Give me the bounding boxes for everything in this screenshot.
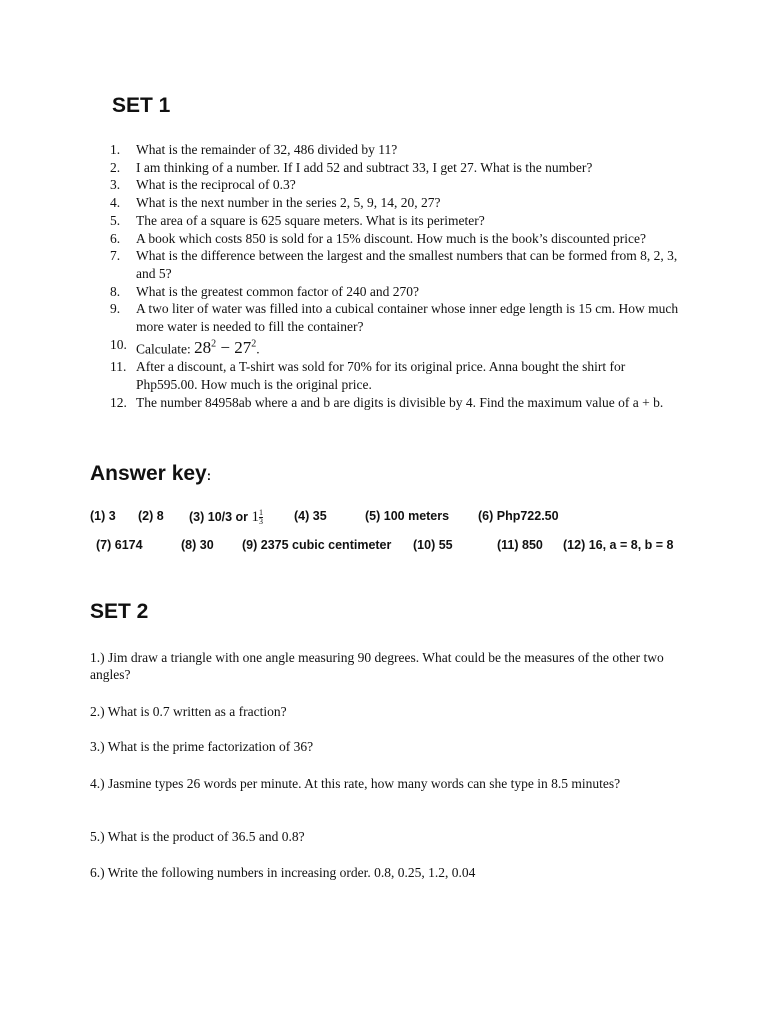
answer-item: (10) 55 — [413, 538, 453, 552]
fraction-denominator: 3 — [259, 517, 264, 526]
question-text: I am thinking of a number. If I add 52 and subtract 33, I get 27. What is the number? — [136, 159, 593, 175]
answer-item: (7) 6174 — [96, 538, 143, 552]
question-number: 8. — [110, 283, 121, 299]
set1-question-list — [110, 141, 690, 411]
math-expression — [194, 338, 256, 357]
math-operator: − — [220, 338, 230, 358]
math-exponent: 2 — [211, 338, 217, 350]
list-item — [110, 141, 690, 159]
mixed-number-whole: 1 — [251, 509, 260, 525]
answer-item: (9) 2375 cubic centimeter — [242, 538, 392, 552]
list-item — [110, 159, 690, 177]
math-exponent: 2 — [251, 338, 257, 350]
list-item — [110, 176, 690, 194]
list-item — [110, 358, 690, 393]
question-number: 5. — [110, 212, 121, 228]
answer-item: (12) 16, a = 8, b = 8 — [563, 538, 674, 552]
answer-key-row-2 — [0, 538, 768, 556]
answer-item: (11) 850 — [497, 538, 543, 552]
answer-item — [189, 509, 263, 526]
question-number: 6. — [110, 230, 121, 246]
list-item — [110, 212, 690, 230]
fraction-numerator: 1 — [259, 508, 264, 517]
set1-title: SET 1 — [112, 94, 171, 117]
set2-question: 2.) What is 0.7 written as a fraction? — [90, 704, 287, 719]
list-item — [110, 336, 690, 358]
mixed-number-fraction — [259, 509, 263, 526]
answer-key-title — [90, 462, 211, 486]
answer-item: (5) 100 meters — [365, 509, 450, 523]
answer-item: (1) 3 — [90, 509, 116, 523]
set2-title: SET 2 — [90, 600, 149, 623]
answer-item: (8) 30 — [181, 538, 214, 552]
math-base: 28 — [194, 338, 212, 358]
answer-item: (6) Php722.50 — [478, 509, 559, 523]
list-item — [110, 394, 690, 412]
question-number: 9. — [110, 301, 121, 317]
set2-question: 5.) What is the product of 36.5 and 0.8? — [90, 829, 305, 844]
list-item — [110, 283, 690, 301]
answer-key-title-text: Answer key — [90, 462, 207, 485]
question-text: What is the next number in the series 2, 5, 9, 14, 20, 27? — [136, 195, 441, 211]
set2-question: 6.) Write the following numbers in increasing order. 0.8, 0.25, 1.2, 0.04 — [90, 865, 476, 880]
question-number: 7. — [110, 248, 121, 264]
list-item — [110, 300, 690, 335]
list-item — [110, 247, 690, 282]
question-number: 10. — [110, 336, 127, 352]
answer-item-text: (3) 10/3 or — [189, 509, 252, 524]
question-number: 11. — [110, 359, 127, 375]
question-text: What is the reciprocal of 0.3? — [136, 177, 296, 193]
question-text: A book which costs 850 is sold for a 15% discount. How much is the book’s discounted price? — [136, 230, 646, 246]
question-number: 1. — [110, 142, 121, 157]
math-base: 27 — [234, 338, 252, 358]
question-number: 4. — [110, 195, 121, 211]
question-number: 2. — [110, 159, 121, 175]
question-text: A two liter of water was filled into a cubical container whose inner edge length is 15 cm. How much more water is needed to fill the container? — [136, 301, 679, 335]
set2-question: 1.) Jim draw a triangle with one angle measuring 90 degrees. What could be the measures of the other two angles? — [90, 650, 664, 682]
question-text: The number 84958ab where a and b are digits is divisible by 4. Find the maximum value of a + b. — [136, 394, 664, 410]
question-text: What is the remainder of 32, 486 divided by 11? — [136, 142, 398, 157]
question-text: The area of a square is 625 square meters. What is its perimeter? — [136, 212, 485, 228]
answer-item: (4) 35 — [294, 509, 327, 523]
answer-key-colon: : — [206, 468, 212, 483]
question-text: What is the difference between the largest and the smallest numbers that can be formed from 8, 2, 3, and 5? — [136, 248, 678, 281]
set2-question: 4.) Jasmine types 26 words per minute. At this rate, how many words can she type in 8.5 minutes? — [90, 776, 621, 791]
question-number: 3. — [110, 177, 121, 193]
question-text: Calculate: — [136, 341, 195, 357]
list-item — [110, 230, 690, 248]
answer-key-row-1 — [0, 509, 768, 527]
question-number: 12. — [110, 394, 127, 410]
question-text: After a discount, a T-shirt was sold for 70% for its original price. Anna bought the shirt for Php595.00. How much is the original price. — [136, 359, 626, 392]
answer-item: (2) 8 — [138, 509, 164, 523]
list-item — [110, 194, 690, 212]
question-text: What is the greatest common factor of 240 and 270? — [136, 283, 420, 299]
math-period: . — [256, 341, 260, 357]
set2-question: 3.) What is the prime factorization of 36? — [90, 739, 314, 754]
